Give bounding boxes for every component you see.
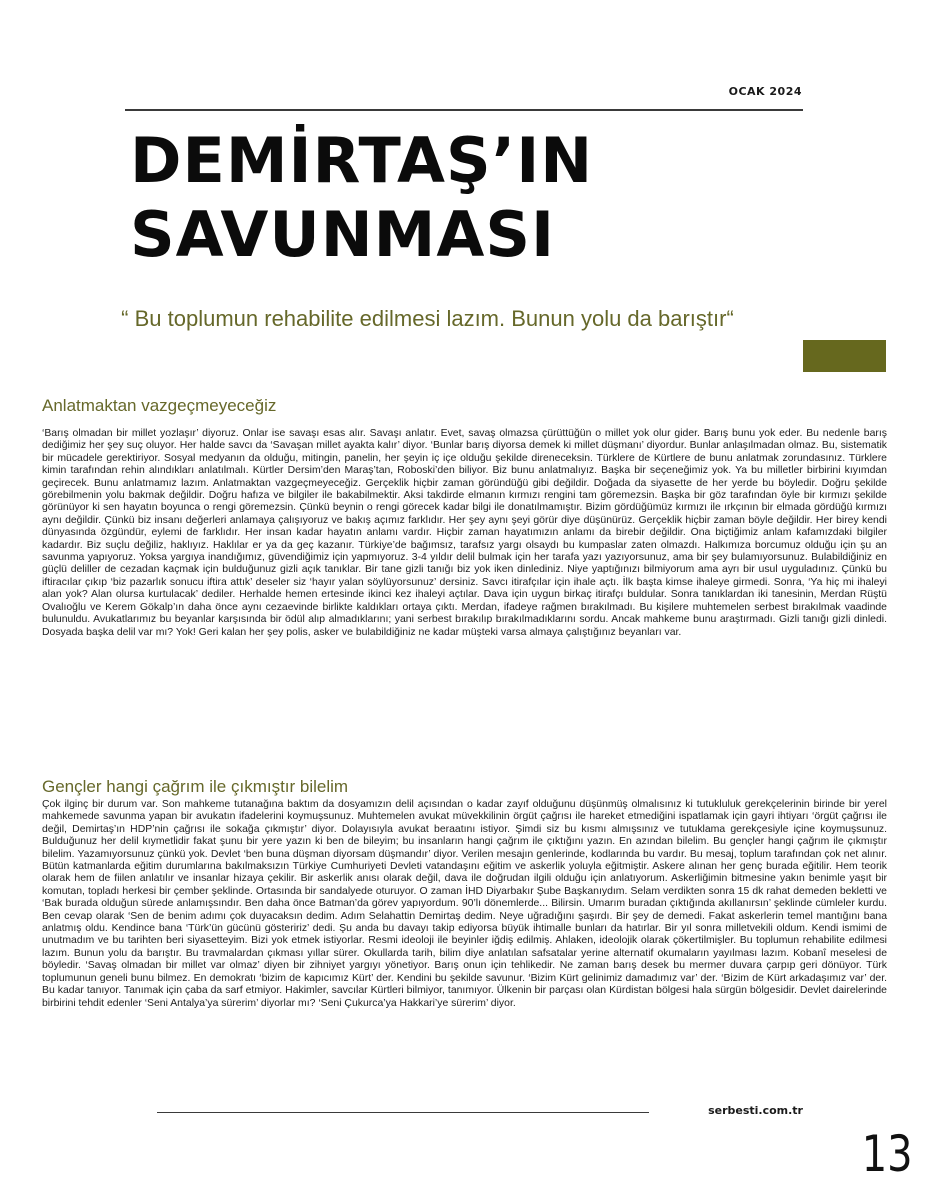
pull-quote: “ Bu toplumun rehabilite edilmesi lazım. Bunun yolu da barıştır“ (121, 306, 734, 331)
footer-divider (157, 1112, 649, 1113)
top-divider (125, 109, 803, 111)
section-body-2: Çok ilginç bir durum var. Son mahkeme tutanağına baktım da dosyamızın delil açısından o kadar zayıf olduğunu düşünmüş olmalısınız ki tutukluluk gerekçelerinin birinde bir yerel mahkemede savunma yapan bir avukatın ifadelerini koymuşsunuz. Muhtemelen avukat müvekkilinin örgüt çağrısı ile hareket etmediğini ispatlamak için gayri ihtiyarı ‘örgüt çağrısı ile değil, Demirtaş’ın HDP’nin çağrısı ile sokağa çıkmıştır’ diyor. Dolayısıyla avukat beraatını istiyor. Şimdi siz bu kısmı almışsınız ve tutuklama gerekçesiyle içine koymuşsunuz. Bulduğunuz her delil kıymetlidir fakat şunu bir yere yazın ki ben de bileyim; bu insanların hangi çağrım ile çıktığını yazın. En azından bilelim. Bu gençler hangi çağrım ile çıkmıştır bilelim. Yazamıyorsunuz çünkü yok. Devlet ‘ben buna düşman diyorsam düşmandır’ diyor. Verilen mesajın genlerinde, kodlarında bu vardır. Bu mesaj, toplum tarafından çok net alınır. Bütün katmanlarda eğitim durumlarına bakılmaksızın Türkiye Cumhuriyeti Devleti vatandaşını eğitim ve askerlik yoluyla eğitmiştir. Askere alınan her genç burada eğitilir. Hem teorik olarak hem de fiilen anlatılır ve insanlar hizaya çekilir. Bir askerlik anısı olarak değil, dava ile doğrudan ilgili olduğu için anlatıyorum. Askerliğimin bitmesine yakın benimle yaşıt bir komutan, topladı herkesi bir çember şeklinde. Ortasında bir sandalyede oturuyor. O zaman İHD Diyarbakır Şube Başkanıydım. Selam verdikten sonra 15 dk rahat demeden bekletti ve ‘Bak burada olduğun sürede anlamışsındır. Ben daha önce Batman’da görev yapıyordum. 90’lı dönemlerde... Bilirsin. Umarım buradan çıktığında akıllanırsın’ şeklinde cümleler kurdu. Ben cevap olarak ‘Sen de benim adımı çok duyacaksın dedim. Adım Selahattin Demirtaş dedim. Neye uğradığını şaşırdı. Bir şey de demedi. Fakat askerlerin temel mantığını bana anlatmış oldu. Kendince bana ‘Türk’ün gücünü gösteririz’ dedi. Şu anda bu davayı takip ediyorsa büyük ihtimalle bunları da hatırlar. Bir yıl sonra milletvekili oldum. Kendi ismimi de unutmadım ve bu tarihten beri siyasetteyim. Bizi yok etmek istiyorlar. Resmi ideoloji ile beyinler iğdiş edilmiş. Ahlaken, ideolojik olarak çökertilmişler. Bu toplumun rehabilite edilmesi lazım. Bunun yolu da barıştır. Bu travmalardan çıkması yıllar sürer. Okullarda tarih, bilim diye anlatılan safsatalar yerine alternatif okumaların yayılması lazım. Kobanî meselesi de böyledir. ‘Savaş olmadan bir millet var olmaz’ diyen bir zihniyet yargıyı yönetiyor. Barış onun için tehlikedir. Ne zaman barış desek bu mermer duvara çarpıp geri dönüyor. Türk toplumunun geneli bunu bilmez. En demokratı ‘bizim de kapıcımız Kürt’ der. Kendini bu şekilde savunur. ‘Bizim Kürt gelinimiz damadımız var’ der. ‘Bizim de Kürt arkadaşımız var’ der. Bu kadar tanıyor. Tanımak için çaba da sarf etmiyor. Hakimler, savcılar Kürtleri bilmiyor, tanımıyor. Ülkenin bir parçası olan Kürdistan bölgesi hala sürgün bölgesidir. Devlet dairelerinde birbirini tehdit edenler ‘Seni Antalya’ya sürerim’ diyorlar mı? ‘Seni Çukurca’ya Hakkari’ye sürerim’ diyor. (42, 799, 887, 1009)
page-number: 13 (862, 1125, 913, 1183)
issue-date: OCAK 2024 (728, 85, 802, 98)
section-heading-2: Gençler hangi çağrım ile çıkmıştır bilelim (42, 777, 349, 796)
title-line-2: SAVUNMASI (130, 198, 556, 271)
section-body-1: ‘Barış olmadan bir millet yozlaşır’ diyoruz. Onlar ise savaşı esas alır. Savaşı anlatır. Evet, savaş olmazsa çürüttüğün o millet yok olur gider. Barış bunu yok eder. Bu nedenle barış dediğimiz her şey suç oluyor. Her halde savcı da ‘Savaşan millet ayakta kalır’ diyor. ‘Bunlar barış diyorsa demek ki millet düşmanı’ diyordur. Bunlar anlaşılmadan olmaz. Bu, sistematik bir mücadele gerektiriyor. Sosyal medyanın da olduğu, mitingin, panelin, her şeyin iç içe olduğu şekilde direneceksin. Türklere de Kürtlere de bunu anlatmak zorundasınız. Türklere kimin tarafından rehin alındıkları anlatılmalı. Kürtler Dersim’den Maraş’tan, Roboski’den biliyor. Biz bunu anlatmalıyız. Başka bir seçeneğimiz yok. Ya bu milletler birbirini kıyımdan geçirecek. Bunu anlatmamız lazım. Anlatmaktan vazgeçmeyeceğiz. Gerçeklik hiçbir zaman göründüğü gibi değildir. Doğada da siyasette de her yerde bu böyledir. Doğru şekilde görebilmenin yolu bakmak değildir. Doğru hafıza ve bilgiler ile bakabilmektir. Aksi takdirde elmanın kırmızı rengini tam göremezsin. Başka bir göz tarafından öyle bir kırmızı şekilde görünüyor ki sen hayatın boyunca o rengi göremezsin. Çünkü beynin o rengi görecek kadar bilgi ile donatılmamıştır. Bizim gördüğümüz kırmızı ile ırkçının bir elmada gördüğü kırmızı aynı değildir. Çünkü biz insanı değerleri anlamaya çalışıyoruz ve bakış açımız farklıdır. Her şey aynı şeyi görür diye düşünürüz. Gerçeklik hiçbir zaman böyle değildir. Her birey kendi dünyasında özgündür, eylemi de farklıdır. Her insan kadar hayatın anlamı vardır. Hiçbir zaman hayatımızın anlamı da birebir değildir. Ona biçtiğimiz anlam kafamızdaki bilgiler kadardır. Biz suçlu değiliz, haklıyız. Haklılar er ya da geç kazanır. Türkiye’de bağımsız, tarafsız yargı olsaydı bu kumpaslar zaten olmazdı. Halkımıza borcumuz olduğu için şu an savunma yapıyoruz. Yoksa yargıya inandığımız, güvendiğimiz için yapmıyoruz. 3-4 yıldır delil bulmak için her tarafa yazı yazıyorsunuz, ama bir şey bulamıyorsunuz. Bulabildiğiniz en güçlü deliller de cezadan kaçmak için bulduğunuz gizli açık tanıklar. Bir tane gizli tanığı biz yok iken dinlediniz. Niye yaptığınızı bilmiyorum ama ayrı bir usul uyguladınız. Çünkü bu iftiracılar çıkıp ‘biz pazarlık sonucu iftira attık’ deseler siz ‘hayır yalan söylüyorsunuz’ dersiniz. Savcı itirafçılar için ihale açtı. İlk başta kimse ihaleye girmedi. Sonra, ‘Ya hiç mi ihaleyi alan yok? Alan olursa kurtulacak’ dediler. Herhalde hemen ertesinde ikinci kez ihaleyi açtılar. Dava için uygun birkaç itirafçı buldular. Sonra tanıklardan iki tanesinin, Merdan Rüştü Ovalıoğlu ve Kerem Gökalp’ın daha önce aynı cezaevinde birlikte kaldıkları ortaya çıktı. Merdan, ifadeye rağmen bırakılmadı. Bu kişilere muhtemelen serbest bırakılmak vaadinde bulunuldu. Avukatlarımız bu beyanlar karşısında bir ödül alıp almadıklarını; yani serbest bırakılıp bırakılmadıklarını sordu. Ancak mahkeme bunu araştırmadı. Gizli tanığı gizli dinledi. Dosyada başka delil var mı? Yok! Geri kalan her şey polis, asker ve bulabildiğiniz ne kadar müşteki varsa almaya çalıştığınız beyanları var. (42, 428, 887, 638)
article-title (130, 124, 593, 272)
section-heading-1: Anlatmaktan vazgeçmeyeceğiz (42, 396, 277, 415)
website-link[interactable]: serbesti.com.tr (708, 1104, 803, 1117)
title-line-1: DEMİRTAŞ’IN (130, 124, 594, 197)
accent-block (803, 340, 886, 372)
